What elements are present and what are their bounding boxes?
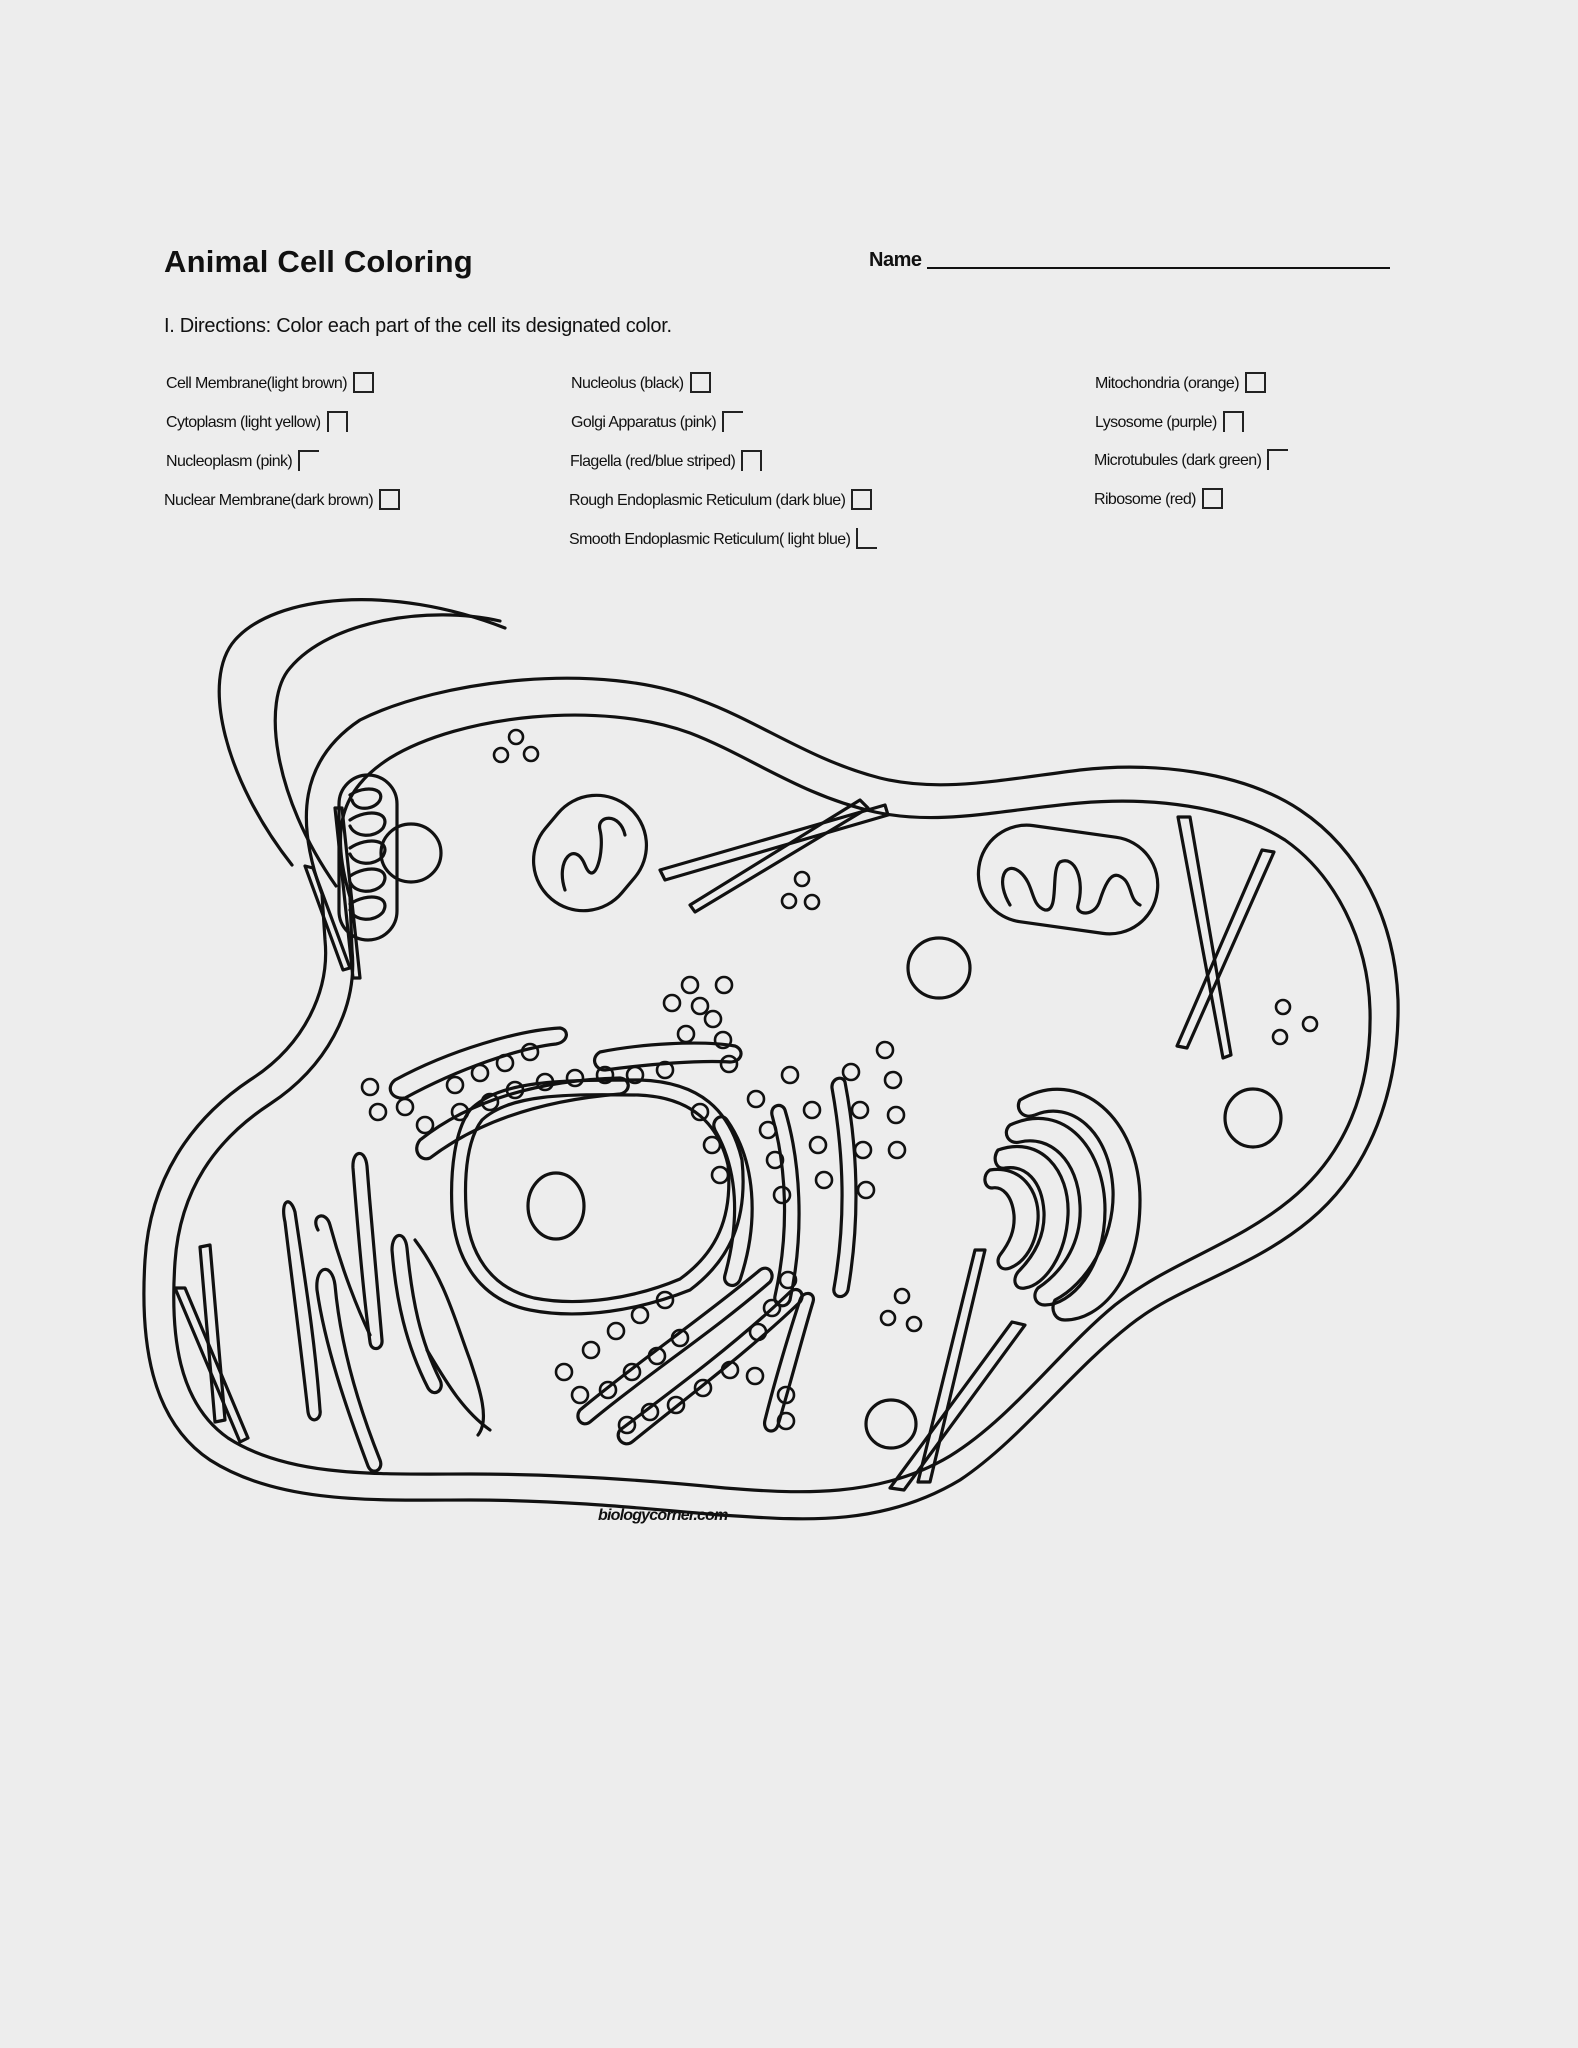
legend-label: Smooth Endoplasmic Reticulum( light blue) (569, 531, 851, 548)
vesicle[interactable] (795, 872, 809, 886)
vesicle[interactable] (1273, 1030, 1287, 1044)
lysosome[interactable] (381, 824, 441, 882)
vesicle[interactable] (895, 1289, 909, 1303)
vesicle[interactable] (1303, 1017, 1317, 1031)
nucleolus[interactable] (528, 1173, 584, 1239)
credit-text: biologycorner.com (598, 1507, 728, 1524)
golgi-apparatus[interactable] (985, 1089, 1140, 1320)
microtubules-top[interactable] (660, 800, 888, 912)
legend-label: Nuclear Membrane(dark brown) (164, 492, 374, 509)
legend-label: Microtubules (dark green) (1094, 452, 1262, 469)
smooth-endoplasmic-reticulum[interactable] (284, 1153, 490, 1471)
mitochondrion-3[interactable] (972, 819, 1164, 940)
lysosome[interactable] (1225, 1089, 1281, 1147)
legend-label: Rough Endoplasmic Reticulum (dark blue) (569, 492, 846, 509)
microtubules-right[interactable] (1177, 817, 1274, 1058)
legend-label: Ribosome (red) (1094, 491, 1196, 508)
legend-label: Nucleoplasm (pink) (166, 453, 293, 470)
legend-label: Cell Membrane(light brown) (166, 375, 347, 392)
mitochondrion-2[interactable] (513, 775, 667, 931)
name-label: Name (869, 249, 922, 271)
microtubules-bottom-right[interactable] (890, 1250, 1025, 1490)
legend-label: Cytoplasm (light yellow) (166, 414, 321, 431)
microtubules-left[interactable] (305, 808, 360, 978)
vesicle[interactable] (782, 894, 796, 908)
rough-endoplasmic-reticulum[interactable] (362, 977, 905, 1444)
vesicle[interactable] (509, 730, 523, 744)
nuclear-membrane-inner (466, 1095, 729, 1302)
vesicle[interactable] (524, 747, 538, 761)
vesicle[interactable] (907, 1317, 921, 1331)
vesicle[interactable] (805, 895, 819, 909)
directions-text: I. Directions: Color each part of the cell its designated color. (164, 315, 672, 337)
legend-label: Golgi Apparatus (pink) (571, 414, 717, 431)
legend-label: Mitochondria (orange) (1095, 375, 1239, 392)
lysosome[interactable] (866, 1400, 916, 1448)
nucleus[interactable] (452, 1080, 744, 1314)
worksheet-title: Animal Cell Coloring (164, 244, 473, 279)
vesicle[interactable] (494, 748, 508, 762)
vesicle[interactable] (881, 1311, 895, 1325)
legend-label: Lysosome (purple) (1095, 414, 1217, 431)
legend-label: Nucleolus (black) (571, 375, 684, 392)
microtubules-far-left[interactable] (175, 1245, 248, 1442)
lysosome[interactable] (908, 938, 970, 998)
vesicle[interactable] (1276, 1000, 1290, 1014)
legend-label: Flagella (red/blue striped) (570, 453, 736, 470)
